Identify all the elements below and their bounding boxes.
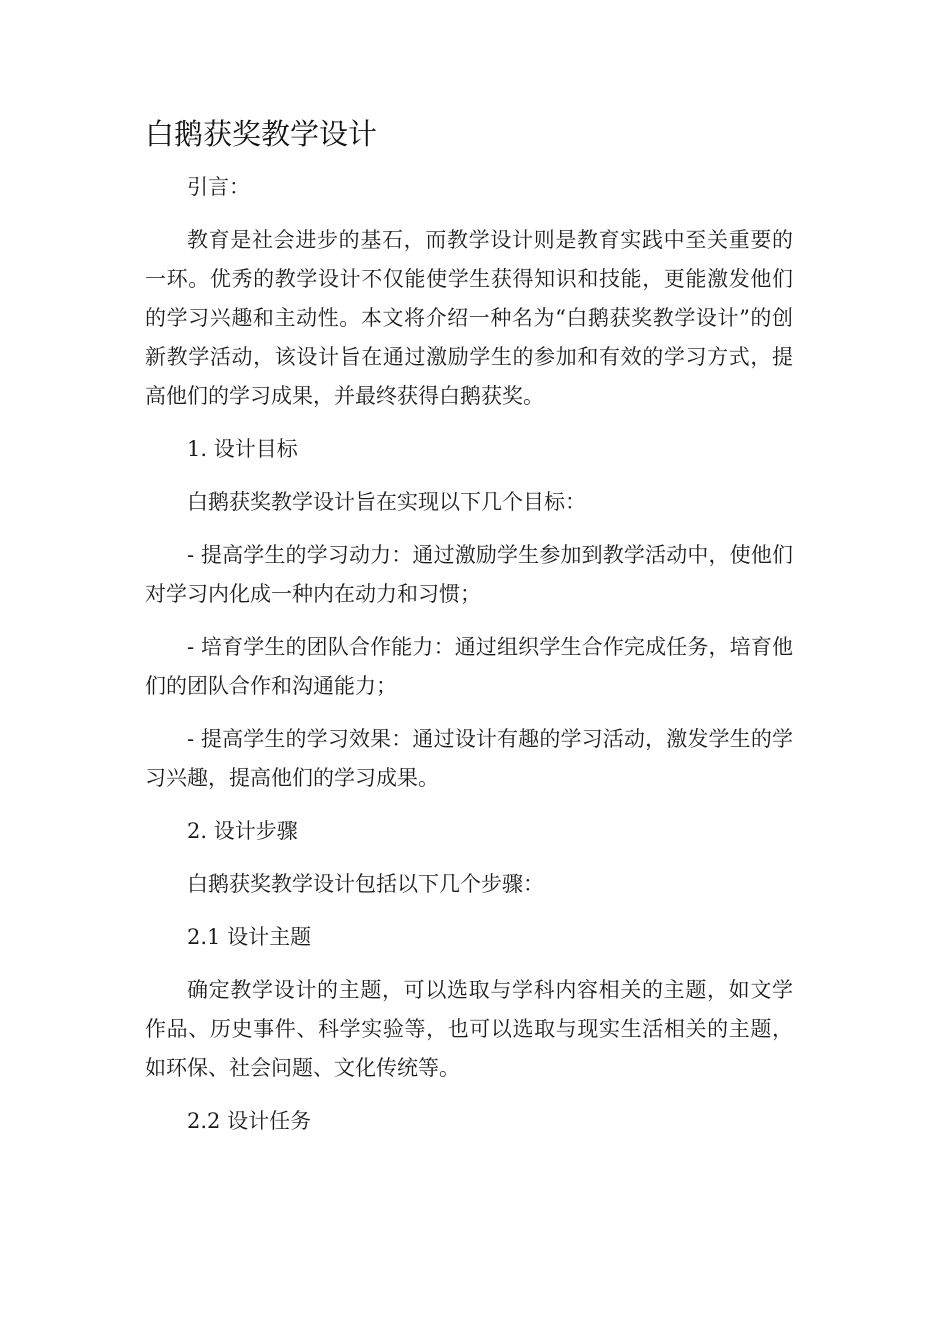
goal-item: - 提高学生的学习动力：通过激励学生参加到教学活动中，使他们对学习内化成一种内在动力和习惯；	[145, 543, 793, 606]
theme-paragraph: 确定教学设计的主题，可以选取与学科内容相关的主题，如文学作品、历史事件、科学实验等，也可以选取与现实生活相关的主题，如环保、社会问题、文化传统等。	[145, 978, 793, 1080]
subsection-heading-task: 2.2 设计任务	[187, 1109, 312, 1133]
subsection-heading-theme: 2.1 设计主题	[187, 925, 312, 949]
steps-intro: 白鹅获奖教学设计包括以下几个步骤：	[187, 872, 544, 896]
document-title: 白鹅获奖教学设计	[145, 117, 378, 151]
goal-item: - 提高学生的学习效果：通过设计有趣的学习活动，激发学生的学习兴趣，提高他们的学习成果。	[145, 727, 793, 790]
intro-paragraph: 教育是社会进步的基石，而教学设计则是教育实践中至关重要的一环。优秀的教学设计不仅能使学生获得知识和技能，更能激发他们的学习兴趣和主动性。本文将介绍一种名为“白鹅获奖教学设计”的创新教学活动，该设计旨在通过激励学生的参加和有效的学习方式，提高他们的学习成果，并最终获得白鹅获奖。	[145, 228, 793, 408]
intro-label: 引言：	[187, 175, 250, 199]
section-heading-steps: 2. 设计步骤	[187, 819, 298, 843]
goals-intro: 白鹅获奖教学设计旨在实现以下几个目标：	[187, 490, 586, 514]
goal-item: - 培育学生的团队合作能力：通过组织学生合作完成任务，培育他们的团队合作和沟通能力；	[145, 635, 793, 698]
document-body	[145, 168, 793, 1141]
section-heading-goals: 1. 设计目标	[187, 437, 298, 461]
